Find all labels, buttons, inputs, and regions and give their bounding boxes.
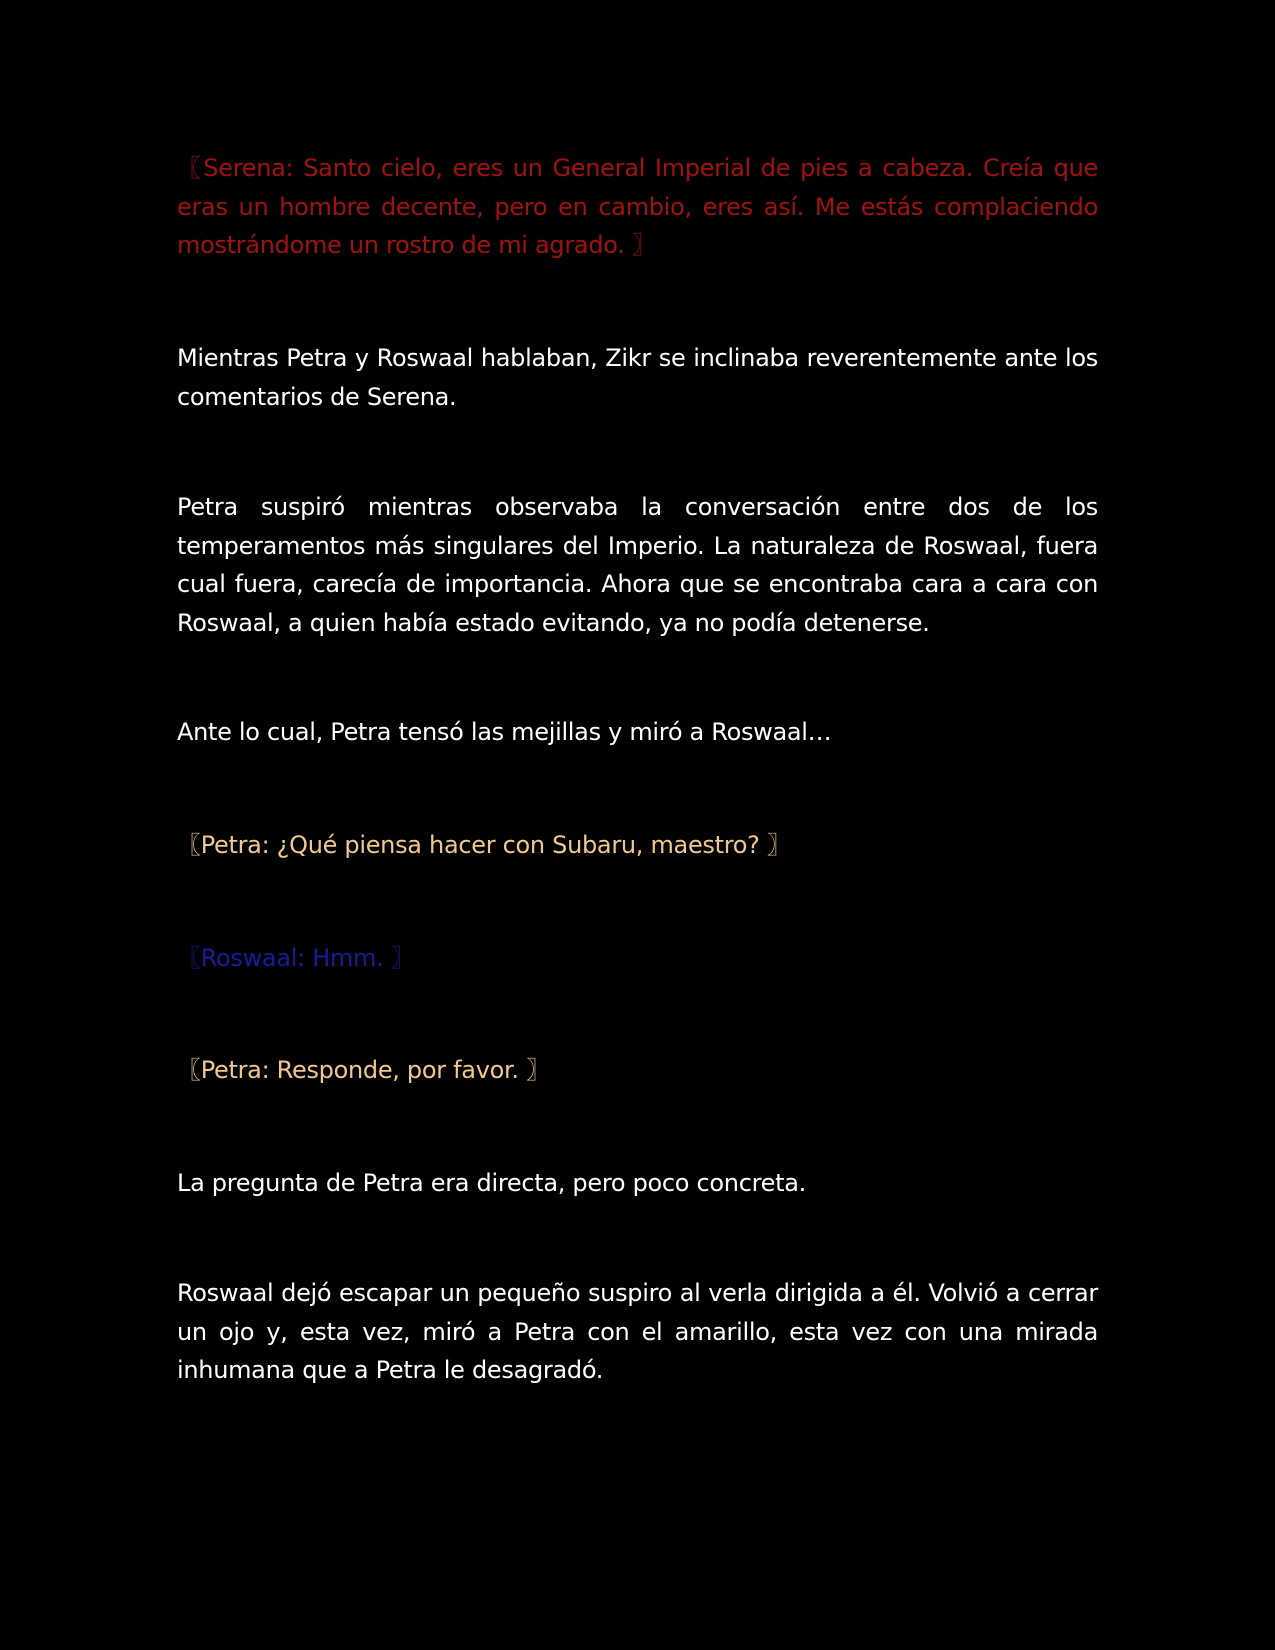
dialogue-serena: 〖Serena: Santo cielo, eres un General Imperial de pies a cabeza. Creía que eras un hombre decente, pero en cambio, eres así. Me estás complaciendo mostrándome un rostro de mi agrado. 〗 <box>177 154 1098 259</box>
narration-paragraph: Roswaal dejó escapar un pequeño suspiro al verla dirigida a él. Volvió a cerrar un ojo y, esta vez, miró a Petra con el amarillo, esta vez con una mirada inhumana que a Petra le desagradó. <box>177 1279 1098 1384</box>
dialogue-petra: 〖Petra: Responde, por favor. 〗 <box>177 1056 550 1084</box>
narration-paragraph: Ante lo cual, Petra tensó las mejillas y miró a Roswaal… <box>177 718 832 746</box>
dialogue-roswaal: 〖Roswaal: Hmm. 〗 <box>177 944 415 972</box>
dialogue-petra: 〖Petra: ¿Qué piensa hacer con Subaru, maestro? 〗 <box>177 831 791 859</box>
narration-paragraph: Petra suspiró mientras observaba la conversación entre dos de los temperamentos más singulares del Imperio. La naturaleza de Roswaal, fuera cual fuera, carecía de importancia. Ahora que se encontraba cara a cara con Roswaal, a quien había estado evitando, ya no podía detenerse. <box>177 493 1098 637</box>
narration-paragraph: La pregunta de Petra era directa, pero poco concreta. <box>177 1169 806 1197</box>
narration-paragraph: Mientras Petra y Roswaal hablaban, Zikr se inclinaba reverentemente ante los comentarios de Serena. <box>177 344 1098 411</box>
document-page <box>177 0 1098 1650</box>
